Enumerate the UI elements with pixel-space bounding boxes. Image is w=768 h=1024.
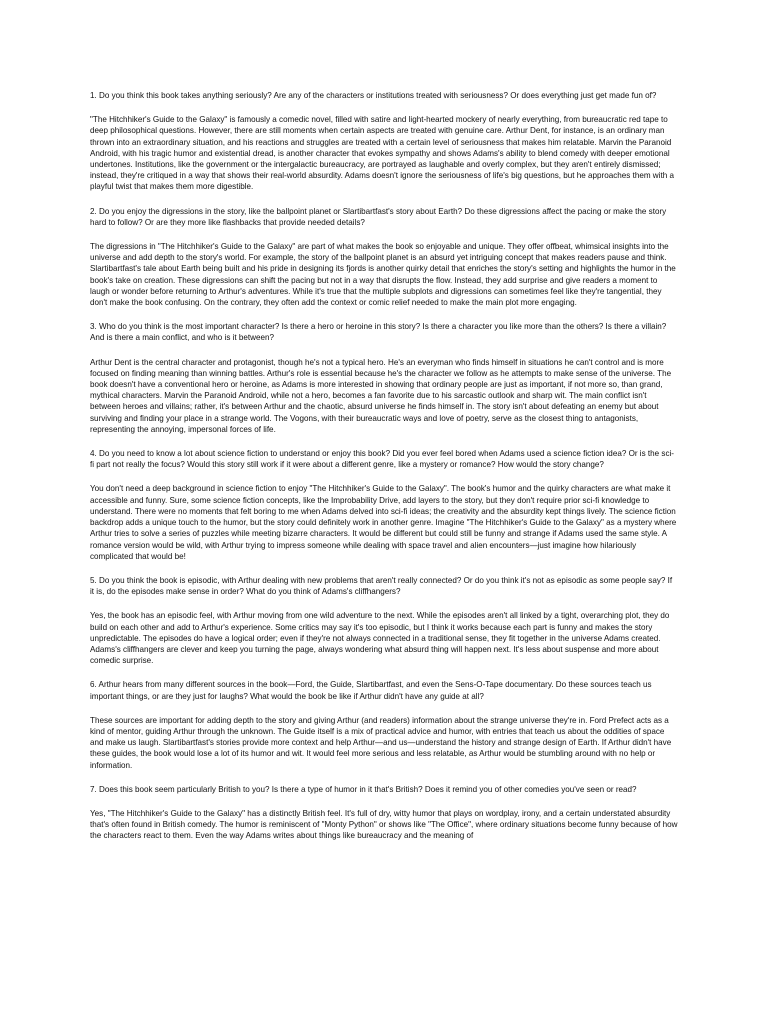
question-5: 5. Do you think the book is episodic, with Arthur dealing with new problems that aren't really connected? Or do you think it's not as episodic as some people say? If it is, do the episodes make sense in order? What do you think of Adams's cliffhangers? [90, 575, 673, 597]
answer-1: "The Hitchhiker's Guide to the Galaxy" is famously a comedic novel, filled with satire and light-hearted mockery of nearly everything, from bureaucratic red tape to deep philosophical questions. However, there are still moments when certain aspects are treated with genuine care. Arthur Dent, for instance, is an ordinary man thrown into an extraordinary situation, and his reactions and struggles are treated with a certain level of seriousness that makes him relatable. Marvin the Paranoid Android, with his tragic humor and existential dread, is another character that evokes sympathy and shows Adams's ability to blend comedy with deeper emotional undertones. Institutions, like the government or the intergalactic bureaucracy, are portrayed as laughable and overly complex, but they aren't entirely dismissed; instead, they're critiqued in a way that shows their real-world absurdity. Adams doesn't ignore the seriousness of life's big questions, but he approaches them with a playful twist that makes them more digestible. [90, 115, 674, 192]
answer-3: Arthur Dent is the central character and protagonist, though he's not a typical hero. He's an everyman who finds himself in situations he can't control and is more focused on finding meaning than winning battles. Arthur's role is essential because he's the character we follow as he attempts to make sense of the universe. The book doesn't have a conventional hero or heroine, as Adams is more interested in showing that ordinary people are just as important, if not more so, than grand, mythical characters. Marvin the Paranoid Android, while not a hero, becomes a fan favorite due to his sarcastic outlook and sharp wit. The main conflict isn't between heroes and villains; rather, it's between Arthur and the chaotic, absurd universe he finds himself in. The story isn't about defeating an enemy but about surviving and finding your place in a strange world. The Vogons, with their bureaucratic ways and love of poetry, serve as the closest thing to antagonists, representing the annoying, impersonal forces of life. [90, 357, 672, 434]
question-2: 2. Do you enjoy the digressions in the story, like the ballpoint planet or Slartibartfast's story about Earth? Do these digressions affect the pacing or make the story hard to follow? Or are they more like flashbacks that provide needed details? [90, 206, 667, 227]
answer-4: You don't need a deep background in science fiction to enjoy "The Hitchhiker's Guide to the Galaxy". The book's humor and the quirky characters are what make it accessible and funny. Sure, some science fiction concepts, like the Improbability Drive, add layers to the story, but they don't require prior sci-fi knowledge to understand. There were no moments that felt boring to me when Adams delved into sci-fi ideas; the creativity and the absurdity kept things lively. The science fiction backdrop adds a unique touch to the humor, but the story could definitely work in another genre. Imagine "The Hitchhiker's Guide to the Galaxy" as a mystery where Arthur tries to solve a series of puzzles while meeting bizarre characters. It would be different but could still be funny and strange if Adams used the same style. A romance version would be wild, with Arthur trying to impress someone while dealing with space travel and alien encounters—just imagine how hilariously complicated that would be! [90, 484, 677, 561]
question-6: 6. Arthur hears from many different sources in the book—Ford, the Guide, Slartibartfast, and even the Sens-O-Tape documentary. Do these sources teach us important things, or are they just for laughs? What would the book be like if Arthur didn't have any guide at all? [90, 680, 652, 701]
answer-6: These sources are important for adding depth to the story and giving Arthur (and readers) information about the strange universe they're in. Ford Prefect acts as a kind of mentor, guiding Arthur through the unknown. The Guide itself is a mix of practical advice and humor, with entries that teach us about the oddities of space and make us laugh. Slartibartfast's stories provide more context and help Arthur—and us—understand the history and strange design of Earth. If Arthur didn't have these guides, the book would lose a lot of its humor and wit. It would feel more serious and less relatable, as Arthur would be stumbling around with no help or information. [90, 715, 672, 770]
question-3: 3. Who do you think is the most important character? Is there a hero or heroine in this story? Is there a character you like more than the others? Is there a villain? And is there a main conflict, and who is it between? [90, 322, 667, 343]
question-1: 1. Do you think this book takes anything seriously? Are any of the characters or institutions treated with seriousness? Or does everything just get made fun of? [90, 91, 657, 100]
answer-2: The digressions in "The Hitchhiker's Guide to the Galaxy" are part of what makes the book so enjoyable and unique. They offer offbeat, whimsical insights into the universe and add depth to the story's world. For example, the story of the ballpoint planet is an absurd yet intriguing concept that makes readers pause and think. Slartibartfast's tale about Earth being built and his pride in designing its fjords is another quirky detail that enriches the story's setting and highlights the humor in the book's take on creation. These digressions can shift the pacing but not in a way that disrupts the flow. Instead, they add surprise and give readers a moment to laugh or wonder before returning to Arthur's adventures. While it's true that the multiple subplots and digressions can sometimes feel like they're tangential, they don't make the book confusing. On the contrary, they often add the context or comic relief needed to make the main plot more engaging. [90, 242, 676, 308]
answer-7: Yes, "The Hitchhiker's Guide to the Galaxy" has a distinctly British feel. It's full of dry, witty humor that plays on wordplay, irony, and a certain understated absurdity that's often found in British comedy. The humor is reminiscent of "Monty Python" or shows like "The Office", where ordinary situations become funny because of how the characters react to them. Even the way Adams writes about things like bureaucracy and the meaning of [90, 808, 678, 841]
question-7: 7. Does this book seem particularly British to you? Is there a type of humor in it that's British? Does it remind you of other comedies you've seen or read? [90, 784, 637, 794]
question-4: 4. Do you need to know a lot about science fiction to understand or enjoy this book? Did you ever feel bored when Adams used a science fiction idea? Or is the sci-fi part not really the focus? Would this story still work if it were about a different genre, like a mystery or romance? How would the story change? [90, 449, 674, 470]
answer-5: Yes, the book has an episodic feel, with Arthur moving from one wild adventure to the next. While the episodes aren't all linked by a tight, overarching plot, they do build on each other and add to Arthur's experience. Some critics may say it's too episodic, but I think it works because each part is funny and makes the story unpredictable. The episodes do have a logical order; even if they're not always connected in a traditional sense, they fit together in the universe Adams created. Adams's cliffhangers are clever and keep you turning the page, always wondering what absurd thing will happen next. It's less about suspense and more about comedic surprise. [90, 611, 670, 666]
